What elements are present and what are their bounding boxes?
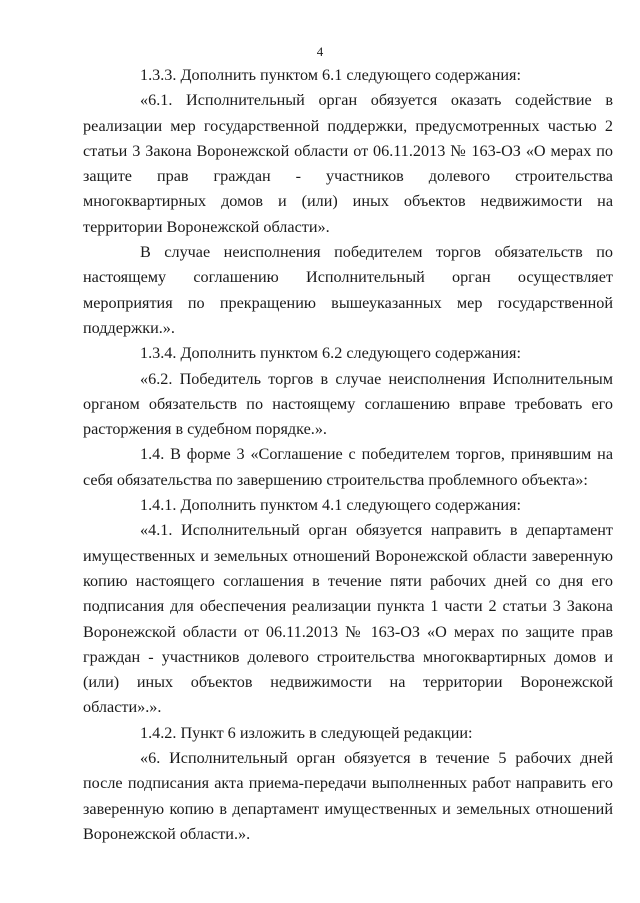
page-number: 4: [316, 44, 324, 59]
paragraph-6-2-quote: «6.2. Победитель торгов в случае неисполнения Исполнительным органом обязательств по настоящему соглашению вправе требовать его расторжения в судебном порядке.».: [83, 369, 613, 439]
paragraph-1-4: 1.4. В форме 3 «Соглашение с победителем торгов, принявшим на себя обязательства по завершению строительства проблемного объекта»:: [83, 445, 613, 489]
paragraph-6-quote: «6. Исполнительный орган обязуется в течение 5 рабочих дней после подписания акта приема-передачи выполненных работ направить его заверенную копию в департамент имущественных и земельных отношений Воронежской области.».: [83, 749, 613, 843]
paragraph-4-1-quote: «4.1. Исполнительный орган обязуется направить в департамент имущественных и земельных отношений Воронежской области заверенную копию настоящего соглашения в течение пяти рабочих дней со дня его подписания для обеспечения реализации пункта 1 части 2 статьи 3 Закона Воронежской области от 06.11.2013 № 163-ОЗ «О мерах по защите прав граждан - участников долевого строительства многоквартирных домов и (или) иных объектов недвижимости на территории Воронежской области».».: [83, 521, 613, 717]
paragraph-1-4-2: 1.4.2. Пункт 6 изложить в следующей редакции:: [140, 723, 473, 742]
paragraph-6-1-quote: «6.1. Исполнительный орган обязуется оказать содействие в реализации мер государственной поддержки, предусмотренных частью 2 статьи 3 Закона Воронежской области от 06.11.2013 № 163-ОЗ «О мерах по защите прав граждан - участников долевого строительства многоквартирных домов и (или) иных объектов недвижимости на территории Воронежской области».: [83, 91, 613, 236]
paragraph-1-3-3: 1.3.3. Дополнить пунктом 6.1 следующего содержания:: [140, 66, 521, 84]
paragraph-1-4-1: 1.4.1. Дополнить пунктом 4.1 следующего содержания:: [140, 496, 521, 515]
document-body: [83, 63, 613, 847]
paragraph-1-3-4: 1.3.4. Дополнить пунктом 6.2 следующего содержания:: [140, 344, 521, 363]
paragraph-non-fulfillment: В случае неисполнения победителем торгов обязательств по настоящему соглашению Исполнительный орган осуществляет мероприятия по прекращению вышеуказанных мер государственной поддержки.».: [83, 243, 613, 337]
